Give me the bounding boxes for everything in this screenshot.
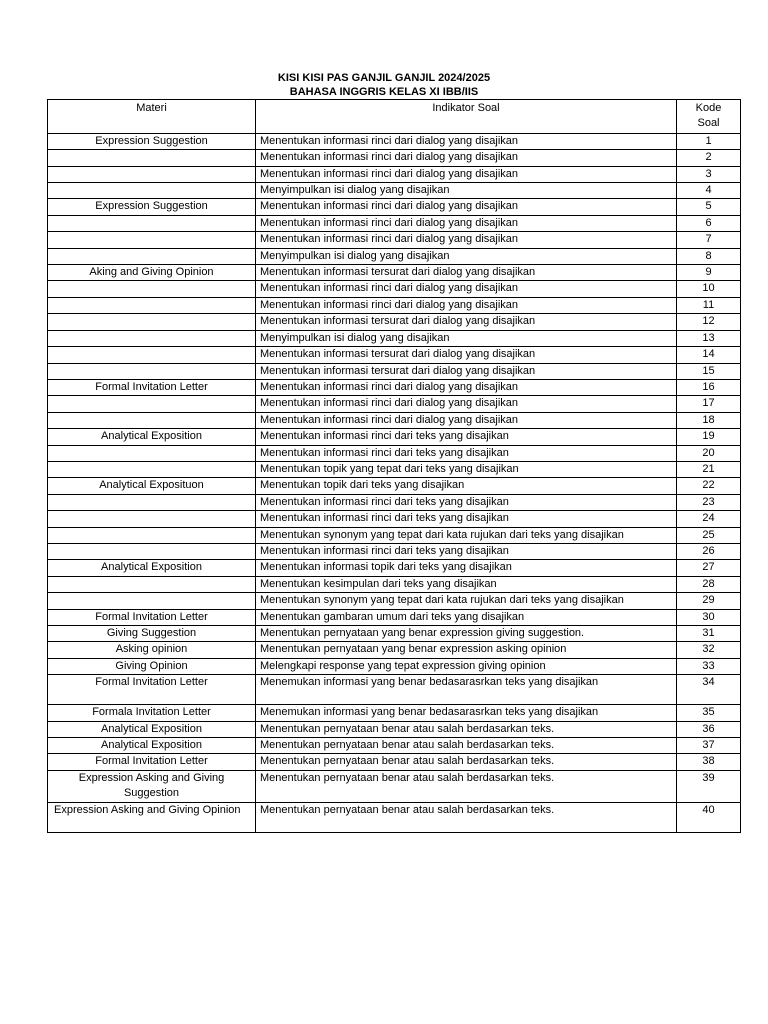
materi-cell	[48, 281, 256, 297]
document-subtitle: BAHASA INGGRIS KELAS XI IBB/IIS	[289, 86, 479, 98]
table-row	[48, 363, 741, 379]
table-row	[48, 770, 741, 802]
kode-cell: 20	[677, 445, 741, 461]
table-row	[48, 199, 741, 215]
materi-cell	[48, 248, 256, 264]
indikator-cell: Menentukan informasi rinci dari dialog yang disajikan	[256, 215, 677, 231]
table-row	[48, 281, 741, 297]
kode-cell: 25	[677, 527, 741, 543]
kode-cell: 19	[677, 429, 741, 445]
kode-cell: 7	[677, 232, 741, 248]
materi-cell	[48, 215, 256, 231]
kode-cell: 9	[677, 265, 741, 281]
table-row	[48, 738, 741, 754]
kode-cell: 3	[677, 166, 741, 182]
kode-cell: 17	[677, 396, 741, 412]
table-row	[48, 675, 741, 705]
indikator-cell: Menentukan pernyataan benar atau salah berdasarkan teks.	[256, 802, 677, 832]
materi-cell: Analytical Exposition	[48, 560, 256, 576]
table-row	[48, 133, 741, 149]
materi-cell	[48, 412, 256, 428]
materi-cell: Expression Asking and Giving Opinion	[48, 802, 256, 832]
kode-cell: 23	[677, 494, 741, 510]
kode-cell: 28	[677, 576, 741, 592]
indikator-cell: Menentukan informasi rinci dari teks yang disajikan	[256, 543, 677, 559]
indikator-cell: Menentukan informasi rinci dari dialog yang disajikan	[256, 166, 677, 182]
indikator-cell: Menentukan informasi rinci dari teks yang disajikan	[256, 511, 677, 527]
materi-cell	[48, 297, 256, 313]
table-row	[48, 609, 741, 625]
header-kode-line1: Kode	[695, 102, 722, 114]
kode-cell: 34	[677, 675, 741, 705]
kode-cell: 30	[677, 609, 741, 625]
materi-cell	[48, 593, 256, 609]
table-row	[48, 461, 741, 477]
table-row	[48, 511, 741, 527]
materi-cell	[48, 314, 256, 330]
indikator-cell: Menentukan informasi rinci dari dialog yang disajikan	[256, 232, 677, 248]
materi-cell	[48, 183, 256, 199]
materi-cell: Analytical Exposition	[48, 429, 256, 445]
table-row	[48, 721, 741, 737]
materi-cell	[48, 150, 256, 166]
kode-cell: 1	[677, 133, 741, 149]
indikator-cell: Menentukan pernyataan benar atau salah berdasarkan teks.	[256, 770, 677, 802]
header-kode-line2: Soal	[697, 117, 720, 130]
kode-cell: 2	[677, 150, 741, 166]
kode-cell: 21	[677, 461, 741, 477]
materi-cell	[48, 330, 256, 346]
kode-cell: 35	[677, 705, 741, 721]
materi-cell: Analytical Exposituon	[48, 478, 256, 494]
indikator-cell: Menentukan gambaran umum dari teks yang disajikan	[256, 609, 677, 625]
table-row	[48, 330, 741, 346]
kode-cell: 12	[677, 314, 741, 330]
materi-cell	[48, 396, 256, 412]
materi-cell: Giving Suggestion	[48, 626, 256, 642]
table-row	[48, 527, 741, 543]
table-row	[48, 347, 741, 363]
table-row	[48, 478, 741, 494]
materi-cell: Analytical Exposition	[48, 738, 256, 754]
table-row	[48, 379, 741, 395]
materi-cell: Expression Suggestion	[48, 133, 256, 149]
materi-cell: Expression Asking and Giving Suggestion	[48, 770, 256, 802]
materi-cell	[48, 494, 256, 510]
kode-cell: 26	[677, 543, 741, 559]
table-row	[48, 297, 741, 313]
kode-cell: 16	[677, 379, 741, 395]
table-row	[48, 802, 741, 832]
kode-cell: 18	[677, 412, 741, 428]
indikator-cell: Menyimpulkan isi dialog yang disajikan	[256, 248, 677, 264]
materi-cell	[48, 347, 256, 363]
kode-cell: 15	[677, 363, 741, 379]
indikator-cell: Menentukan informasi rinci dari teks yang disajikan	[256, 445, 677, 461]
indikator-cell: Menentukan informasi rinci dari teks yang disajikan	[256, 429, 677, 445]
table-row	[48, 494, 741, 510]
table-row	[48, 626, 741, 642]
table-row	[48, 150, 741, 166]
kode-cell: 8	[677, 248, 741, 264]
materi-cell	[48, 445, 256, 461]
table-row	[48, 754, 741, 770]
indikator-cell: Menyimpulkan isi dialog yang disajikan	[256, 330, 677, 346]
materi-cell	[48, 232, 256, 248]
materi-cell: Analytical Exposition	[48, 721, 256, 737]
table-header-row	[48, 100, 741, 134]
table-row	[48, 658, 741, 674]
table-row	[48, 543, 741, 559]
indikator-cell: Menentukan informasi rinci dari dialog yang disajikan	[256, 133, 677, 149]
materi-cell: Formal Invitation Letter	[48, 675, 256, 705]
table-row	[48, 183, 741, 199]
materi-cell	[48, 511, 256, 527]
materi-cell: Formal Invitation Letter	[48, 754, 256, 770]
indikator-cell: Menentukan informasi rinci dari teks yang disajikan	[256, 494, 677, 510]
materi-cell: Aking and Giving Opinion	[48, 265, 256, 281]
materi-cell: Formala Invitation Letter	[48, 705, 256, 721]
indikator-cell: Menentukan informasi tersurat dari dialog yang disajikan	[256, 363, 677, 379]
indikator-cell: Menemukan informasi yang benar bedasarasrkan teks yang disajikan	[256, 675, 677, 705]
table-row	[48, 642, 741, 658]
header-materi: Materi	[48, 100, 256, 134]
table-row	[48, 265, 741, 281]
table-row	[48, 429, 741, 445]
indikator-cell: Menentukan informasi topik dari teks yang disajikan	[256, 560, 677, 576]
document-title: KISI KISI PAS GANJIL GANJIL 2024/2025	[277, 72, 491, 84]
indikator-cell: Menentukan informasi tersurat dari dialog yang disajikan	[256, 265, 677, 281]
kode-cell: 24	[677, 511, 741, 527]
table-row	[48, 232, 741, 248]
kode-cell: 29	[677, 593, 741, 609]
indikator-cell: Menentukan synonym yang tepat dari kata rujukan dari teks yang disajikan	[256, 527, 677, 543]
materi-cell: Asking opinion	[48, 642, 256, 658]
table-row	[48, 560, 741, 576]
indikator-cell: Menemukan informasi yang benar bedasarasrkan teks yang disajikan	[256, 705, 677, 721]
header-kode	[677, 100, 741, 134]
kode-cell: 14	[677, 347, 741, 363]
indikator-cell: Menentukan synonym yang tepat dari kata rujukan dari teks yang disajikan	[256, 593, 677, 609]
table-row	[48, 705, 741, 721]
indikator-cell: Menentukan pernyataan yang benar expression giving suggestion.	[256, 626, 677, 642]
kode-cell: 39	[677, 770, 741, 802]
materi-cell: Formal Invitation Letter	[48, 379, 256, 395]
materi-cell: Formal Invitation Letter	[48, 609, 256, 625]
kode-cell: 31	[677, 626, 741, 642]
table-row	[48, 445, 741, 461]
kode-cell: 33	[677, 658, 741, 674]
indikator-cell: Menyimpulkan isi dialog yang disajikan	[256, 183, 677, 199]
indikator-cell: Menentukan informasi tersurat dari dialog yang disajikan	[256, 314, 677, 330]
indikator-cell: Menentukan pernyataan yang benar expression asking opinion	[256, 642, 677, 658]
table-row	[48, 593, 741, 609]
table-row	[48, 412, 741, 428]
materi-cell: Expression Suggestion	[48, 199, 256, 215]
kode-cell: 5	[677, 199, 741, 215]
indikator-cell: Menentukan informasi tersurat dari dialog yang disajikan	[256, 347, 677, 363]
kode-cell: 27	[677, 560, 741, 576]
kode-cell: 36	[677, 721, 741, 737]
indikator-cell: Menentukan pernyataan benar atau salah berdasarkan teks.	[256, 721, 677, 737]
kode-cell: 13	[677, 330, 741, 346]
table-row	[48, 248, 741, 264]
kode-cell: 22	[677, 478, 741, 494]
indikator-cell: Menentukan informasi rinci dari dialog yang disajikan	[256, 150, 677, 166]
materi-cell	[48, 543, 256, 559]
kisi-kisi-table	[47, 99, 741, 833]
indikator-cell: Menentukan pernyataan benar atau salah berdasarkan teks.	[256, 754, 677, 770]
indikator-cell: Menentukan informasi rinci dari dialog yang disajikan	[256, 199, 677, 215]
indikator-cell: Menentukan topik yang tepat dari teks yang disajikan	[256, 461, 677, 477]
indikator-cell: Menentukan informasi rinci dari dialog yang disajikan	[256, 412, 677, 428]
kode-cell: 37	[677, 738, 741, 754]
kode-cell: 40	[677, 802, 741, 832]
kode-cell: 32	[677, 642, 741, 658]
materi-cell	[48, 527, 256, 543]
indikator-cell: Menentukan topik dari teks yang disajikan	[256, 478, 677, 494]
materi-cell	[48, 576, 256, 592]
kode-cell: 11	[677, 297, 741, 313]
indikator-cell: Menentukan informasi rinci dari dialog yang disajikan	[256, 281, 677, 297]
header-indikator: Indikator Soal	[256, 100, 677, 134]
indikator-cell: Menentukan informasi rinci dari dialog yang disajikan	[256, 379, 677, 395]
kode-cell: 4	[677, 183, 741, 199]
indikator-cell: Menentukan informasi rinci dari dialog yang disajikan	[256, 396, 677, 412]
materi-cell	[48, 363, 256, 379]
indikator-cell: Melengkapi response yang tepat expression giving opinion	[256, 658, 677, 674]
indikator-cell: Menentukan pernyataan benar atau salah berdasarkan teks.	[256, 738, 677, 754]
table-row	[48, 396, 741, 412]
kode-cell: 38	[677, 754, 741, 770]
materi-cell: Giving Opinion	[48, 658, 256, 674]
table-row	[48, 215, 741, 231]
table-row	[48, 166, 741, 182]
table-row	[48, 314, 741, 330]
table-row	[48, 576, 741, 592]
materi-cell	[48, 461, 256, 477]
materi-cell	[48, 166, 256, 182]
indikator-cell: Menentukan kesimpulan dari teks yang disajikan	[256, 576, 677, 592]
indikator-cell: Menentukan informasi rinci dari dialog yang disajikan	[256, 297, 677, 313]
kode-cell: 6	[677, 215, 741, 231]
kode-cell: 10	[677, 281, 741, 297]
